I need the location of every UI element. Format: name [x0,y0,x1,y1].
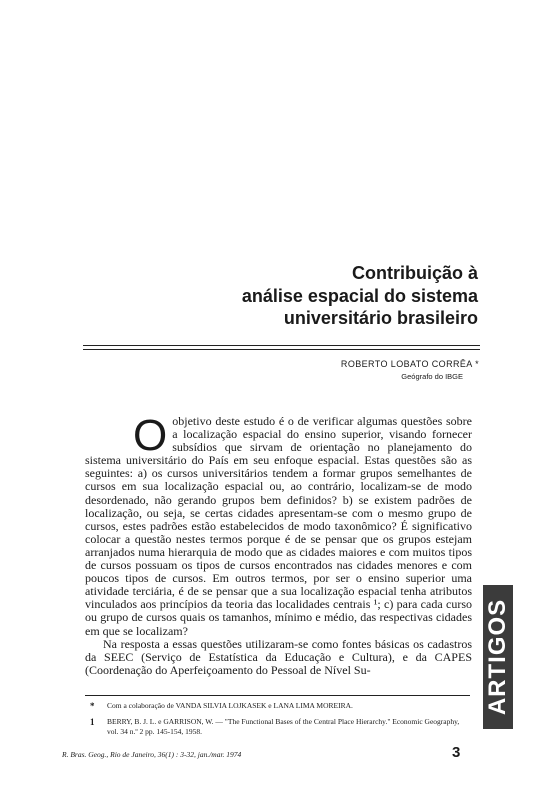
article-title [118,262,478,330]
paragraph-1-text: objetivo deste estudo é o de verificar algumas questões sobre a localização espacial do ensino superior, visando fornecer subsídios que sirvam de orientação no planejamento do sistema universitário do País em seu enfoque espacial. Estas questões são as seguintes: a) os cursos universitários tendem a formar grupos semelhantes de cursos em sua localização espacial ou, ao contrário, localizam-se de modo desordenado, não gerando grupos bem definidos? b) se existem padrões de localização, ou seja, se certas cidades apresentam-se com o mesmo grupo de cursos, estes padrões estão estabelecidos de modo taxonômico? É significativo colocar a questão nestes termos porque é de se pensar que os grupos estejam arranjados numa hierarquia de modo que as cidades maiores e com muitos tipos de cursos possuam os tipos de cursos encontrados nas cidades menores e com poucos tipos de cursos. Em outros termos, por ser o ensino superior uma atividade terciária, é de se pensar que a sua localização espacial tenha atributos vinculados aos princípios da teoria das localidades centrais ¹; c) para cada curso ou grupo de cursos quais os tamanhos, mínimo e médio, das respectivas cidades em que se localizam? [85,414,472,638]
footnote-item [85,717,472,737]
section-tab [483,585,513,729]
footnote-divider [85,695,470,696]
author-affiliation: Geógrafo do IBGE [401,372,463,381]
section-tab-label: ARTIGOS [484,598,511,716]
footnote-mark: * [90,701,95,711]
title-line-1: Contribuição à [351,263,478,283]
footnote-item [85,701,472,711]
article-body [85,411,472,677]
footnotes [85,701,472,743]
paragraph-1 [85,411,472,638]
title-line-3: universitário brasileiro [283,308,478,328]
page-number: 3 [452,744,461,761]
footnote-mark: 1 [90,717,95,727]
title-divider-top [83,345,480,346]
footnote-text: Com a colaboração de VANDA SILVIA LOJKASEK e LANA LIMA MOREIRA. [107,701,353,710]
drop-cap: O [133,411,168,460]
author-name: ROBERTO LOBATO CORRÊA * [340,359,479,369]
title-divider-bottom [83,349,480,350]
journal-citation: R. Bras. Geog., Rio de Janeiro, 36(1) : 3-32, jan./mar. 1974 [62,750,242,759]
paragraph-2: Na resposta a essas questões utilizaram-se como fontes básicas os cadastros da SEEC (Serviço de Estatística da Educação e Cultura), e da CAPES (Coordenação do Aperfeiçoamento do Pessoal de Nível Su- [85,636,472,677]
footnote-text: BERRY, B. J. L. e GARRISON, W. — "The Functional Bases of the Central Place Hierarchy." Economic Geography, vol. 34 n.º 2 pp. 145-154, 1958. [107,717,460,736]
title-line-2: análise espacial do sistema [241,285,478,306]
